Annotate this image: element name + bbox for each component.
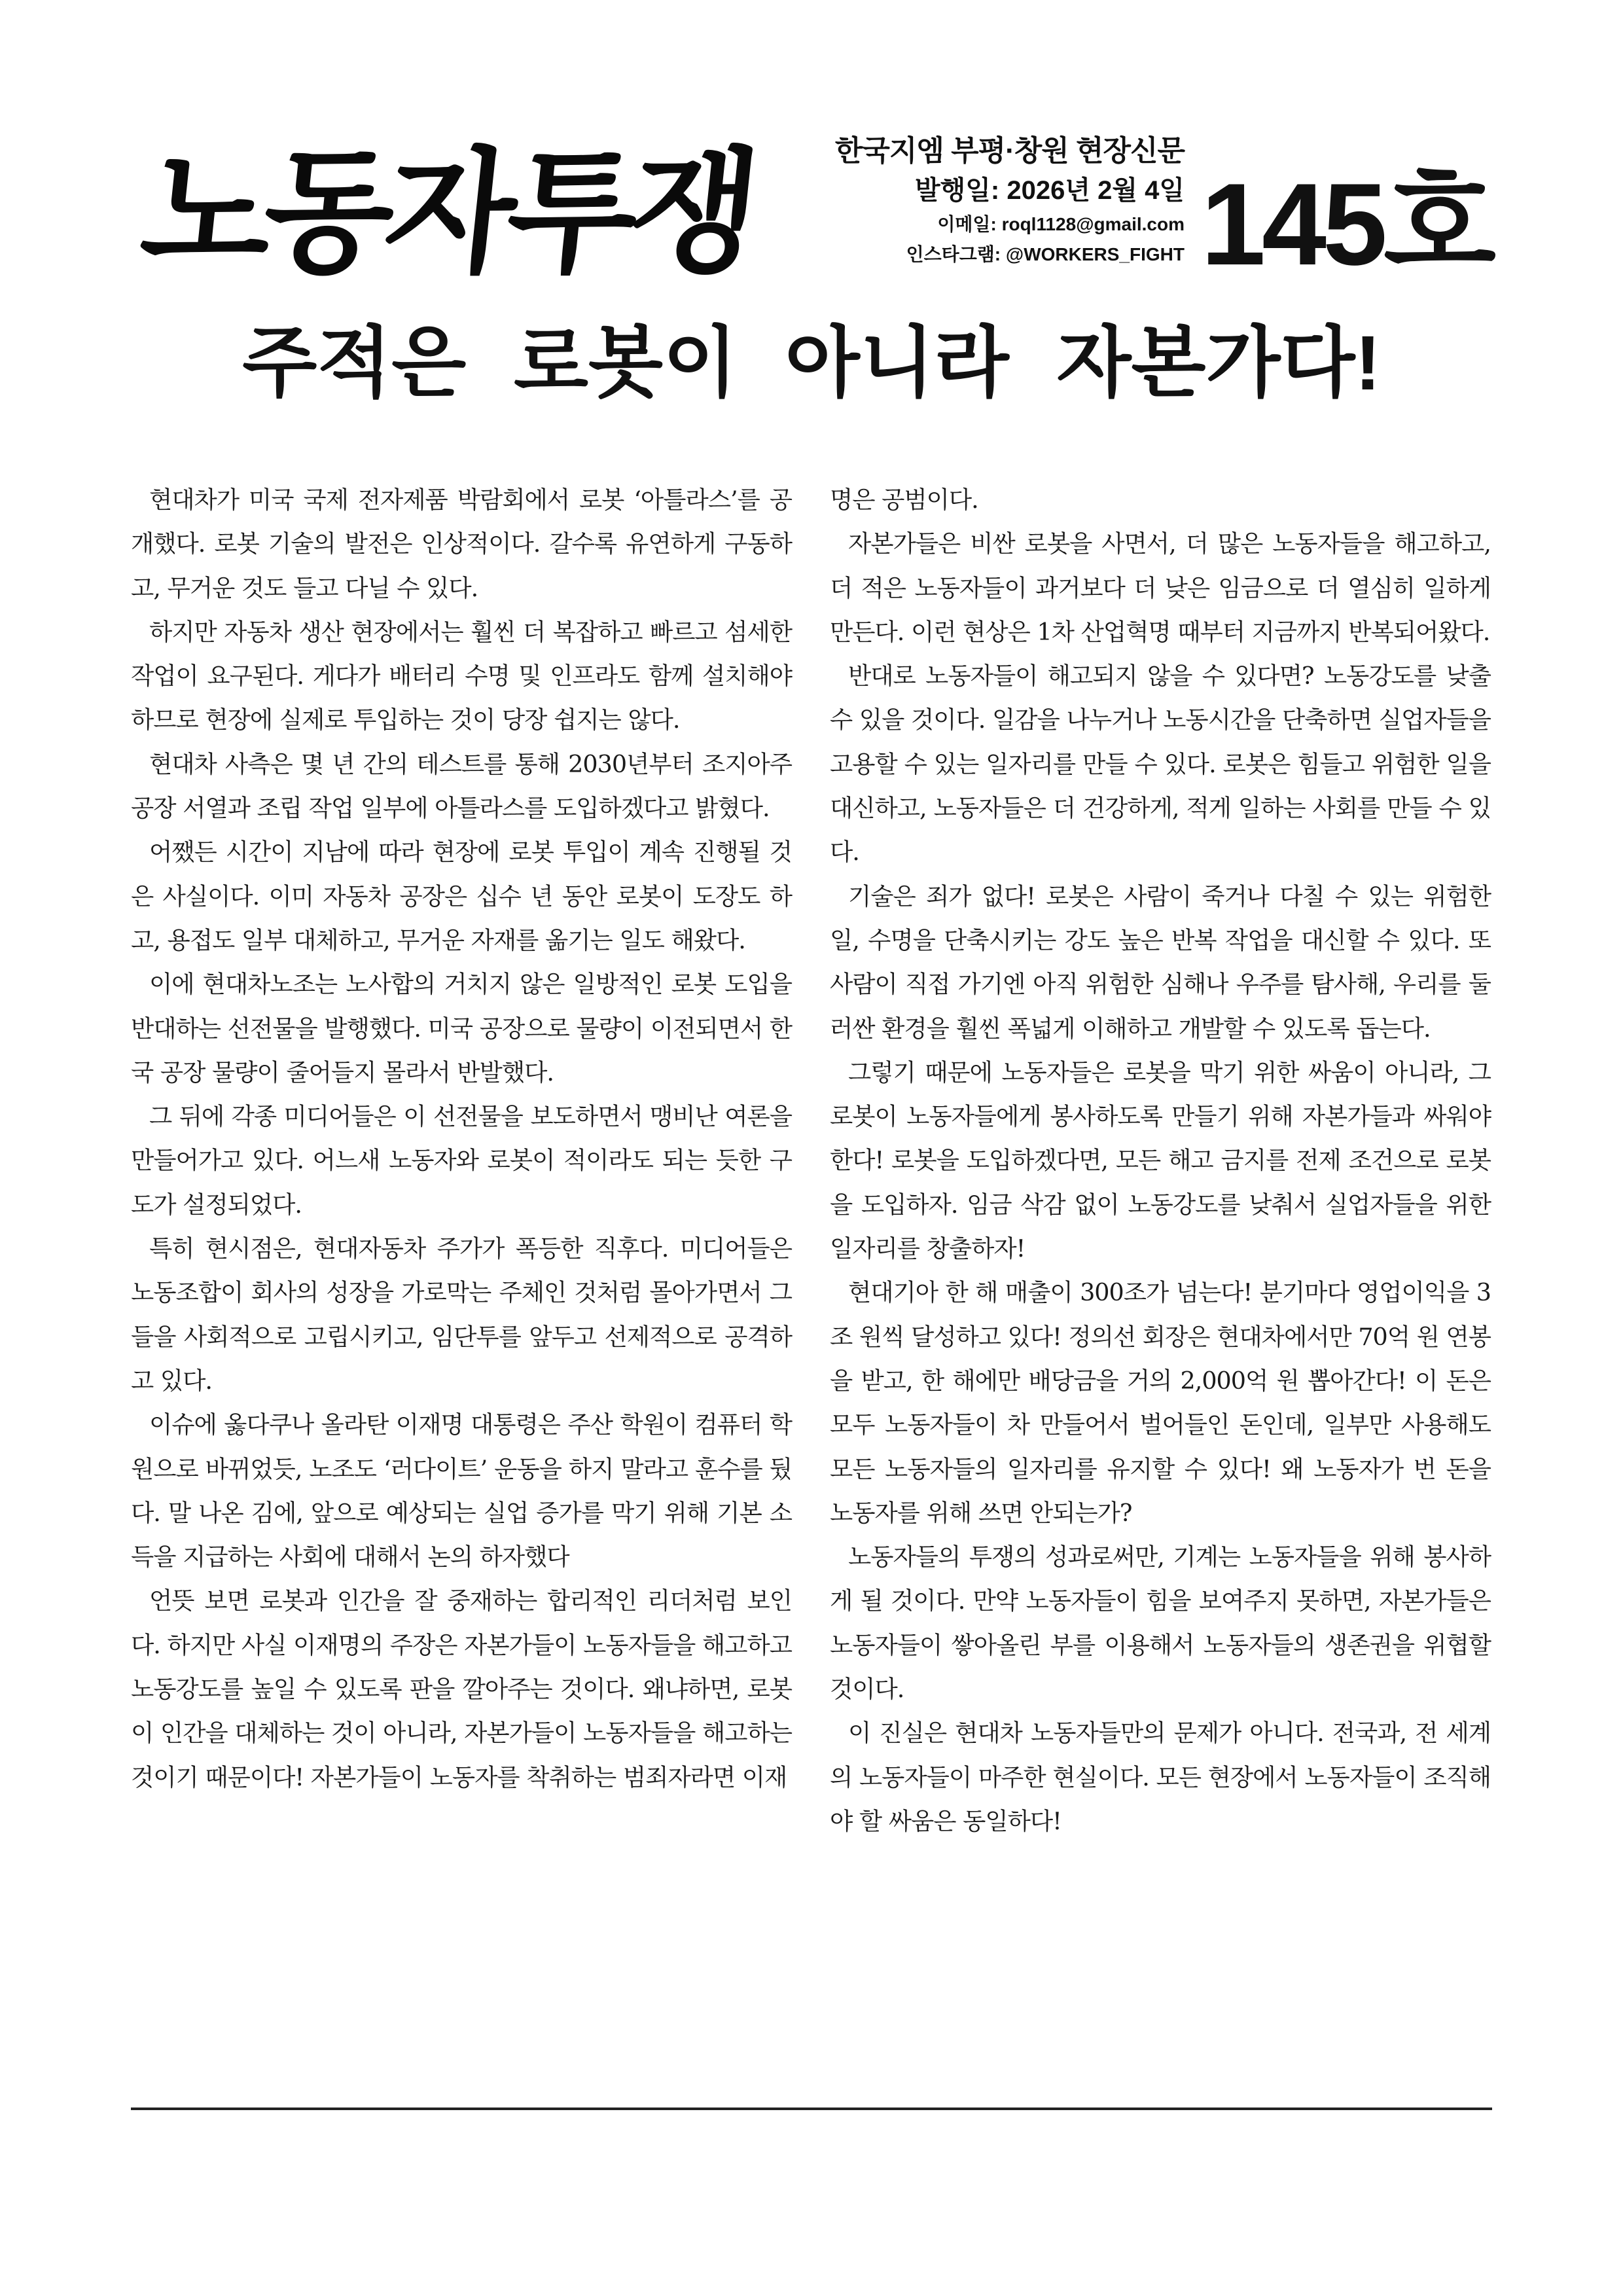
email-address: 이메일: roql1128@gmail.com (937, 214, 1185, 234)
paragraph: 기술은 죄가 없다! 로봇은 사람이 죽거나 다칠 수 있는 위험한 일, 수명을 단축시키는 강도 높은 반복 작업을 대신할 수 있다. 또 사람이 직접 가기엔 아직 위험한 심해나 우주를 탐사해, 우리를 둘러싼 환경을 훨씬 폭넓게 이해하고 개발할 수 있도록 돕는다. (830, 882, 1491, 1043)
masthead-logo: 노동자투쟁 (134, 134, 760, 291)
instagram-handle: 인스타그램: @WORKERS_FIGHT (906, 244, 1185, 264)
paragraph: 특히 현시점은, 현대자동차 주가가 폭등한 직후다. 미디어들은 노동조합이 회사의 성장을 가로막는 주체인 것처럼 몰아가면서 그들을 사회적으로 고립시키고, 임단투를 앞두고 선제적으로 공격하고 있다. (131, 1234, 792, 1395)
paper-name: 한국지엠 부평·창원 현장신문 (834, 135, 1185, 167)
paragraph: 현대기아 한 해 매출이 300조가 넘는다! 분기마다 영업이익을 3조 원씩 달성하고 있다! 정의선 회장은 현대차에서만 70억 원 연봉을 받고, 한 해에만 배당금을 거의 2,000억 원 뽑아간다! 이 돈은 모두 노동자들이 차 만들어서 벌어들인 돈인데, 일부만 사용해도 모든 노동자들의 일자리를 유지할 수 있다! 왜 노동자가 번 돈을 노동자를 위해 쓰면 안되는가? (830, 1278, 1491, 1527)
paragraph: 노동자들의 투쟁의 성과로써만, 기계는 노동자들을 위해 봉사하게 될 것이다. 만약 노동자들이 힘을 보여주지 못하면, 자본가들은 노동자들이 쌓아올린 부를 이용해서 노동자들의 생존권을 위협할 것이다. (830, 1543, 1491, 1704)
article-right-column (830, 478, 1491, 1843)
paragraph: 자본가들은 비싼 로봇을 사면서, 더 많은 노동자들을 해고하고, 더 적은 노동자들이 과거보다 더 낮은 임금으로 더 열심히 일하게 만든다. 이런 현상은 1차 산업혁명 때부터 지금까지 반복되어왔다. (830, 529, 1491, 646)
masthead-meta (835, 131, 1185, 270)
paragraph: 어쨌든 시간이 지남에 따라 현장에 로봇 투입이 계속 진행될 것은 사실이다. 이미 자동차 공장은 십수 년 동안 로봇이 도장도 하고, 용접도 일부 대체하고, 무거운 자재를 옮기는 일도 해왔다. (131, 838, 792, 954)
publication-date: 발행일: 2026년 2월 4일 (915, 176, 1185, 205)
paragraph: 반대로 노동자들이 해고되지 않을 수 있다면? 노동강도를 낮출 수 있을 것이다. 일감을 나누거나 노동시간을 단축하면 실업자들을 고용할 수 있는 일자리를 만들 수 있다. 로봇은 힘들고 위험한 일을 대신하고, 노동자들은 더 건강하게, 적게 일하는 사회를 만들 수 있다. (830, 662, 1491, 867)
paragraph: 이슈에 옳다쿠나 올라탄 이재명 대통령은 주산 학원이 컴퓨터 학원으로 바뀌었듯, 노조도 ‘러다이트’ 운동을 하지 말라고 훈수를 뒀다. 말 나온 김에, 앞으로 예상되는 실업 증가를 막기 위해 기본 소득을 지급하는 사회에 대해서 논의 하자했다 (131, 1410, 792, 1571)
paragraph: 언뜻 보면 로봇과 인간을 잘 중재하는 합리적인 리더처럼 보인다. 하지만 사실 이재명의 주장은 자본가들이 노동자들을 해고하고 노동강도를 높일 수 있도록 판을 깔아주는 것이다. 왜냐하면, 로봇이 인간을 대체하는 것이 아니라, 자본가들이 노동자들을 해고하는 것이기 때문이다! 자본가들이 노동자를 착취하는 범죄자라면 이재 (131, 1587, 792, 1791)
paragraph: 이 진실은 현대차 노동자들만의 문제가 아니다. 전국과, 전 세계의 노동자들이 마주한 현실이다. 모든 현장에서 노동자들이 조직해야 할 싸움은 동일하다! (830, 1719, 1491, 1835)
issue-number: 145호 (1201, 159, 1492, 289)
paragraph: 현대차가 미국 국제 전자제품 박람회에서 로봇 ‘아틀라스’를 공개했다. 로봇 기술의 발전은 인상적이다. 갈수록 유연하게 구동하고, 무거운 것도 들고 다닐 수 있다. (131, 486, 792, 602)
headline: 주적은 로봇이 아니라 자본가다! (242, 320, 1381, 406)
paragraph: 그 뒤에 각종 미디어들은 이 선전물을 보도하면서 맹비난 여론을 만들어가고 있다. 어느새 노동자와 로봇이 적이라도 되는 듯한 구도가 설정되었다. (131, 1102, 792, 1219)
paragraph: 이에 현대차노조는 노사합의 거치지 않은 일방적인 로봇 도입을 반대하는 선전물을 발행했다. 미국 공장으로 물량이 이전되면서 한국 공장 물량이 줄어들지 몰라서 반발했다. (131, 970, 792, 1086)
paragraph-continuation: 명은 공범이다. (830, 486, 978, 514)
paragraph: 하지만 자동차 생산 현장에서는 훨씬 더 복잡하고 빠르고 섬세한 작업이 요구된다. 게다가 배터리 수명 및 인프라도 함께 설치해야 하므로 현장에 실제로 투입하는 것이 당장 쉽지는 않다. (131, 617, 792, 734)
bottom-divider (131, 2108, 1492, 2110)
article-left-column (131, 478, 792, 1799)
paragraph: 현대차 사측은 몇 년 간의 테스트를 통해 2030년부터 조지아주 공장 서열과 조립 작업 일부에 아틀라스를 도입하겠다고 밝혔다. (131, 749, 792, 823)
paragraph: 그렇기 때문에 노동자들은 로봇을 막기 위한 싸움이 아니라, 그 로봇이 노동자들에게 봉사하도록 만들기 위해 자본가들과 싸워야 한다! 로봇을 도입하겠다면, 모든 해고 금지를 전제 조건으로 로봇을 도입하자. 임금 삭감 없이 노동강도를 낮춰서 실업자들을 위한 일자리를 창출하자! (830, 1058, 1491, 1263)
